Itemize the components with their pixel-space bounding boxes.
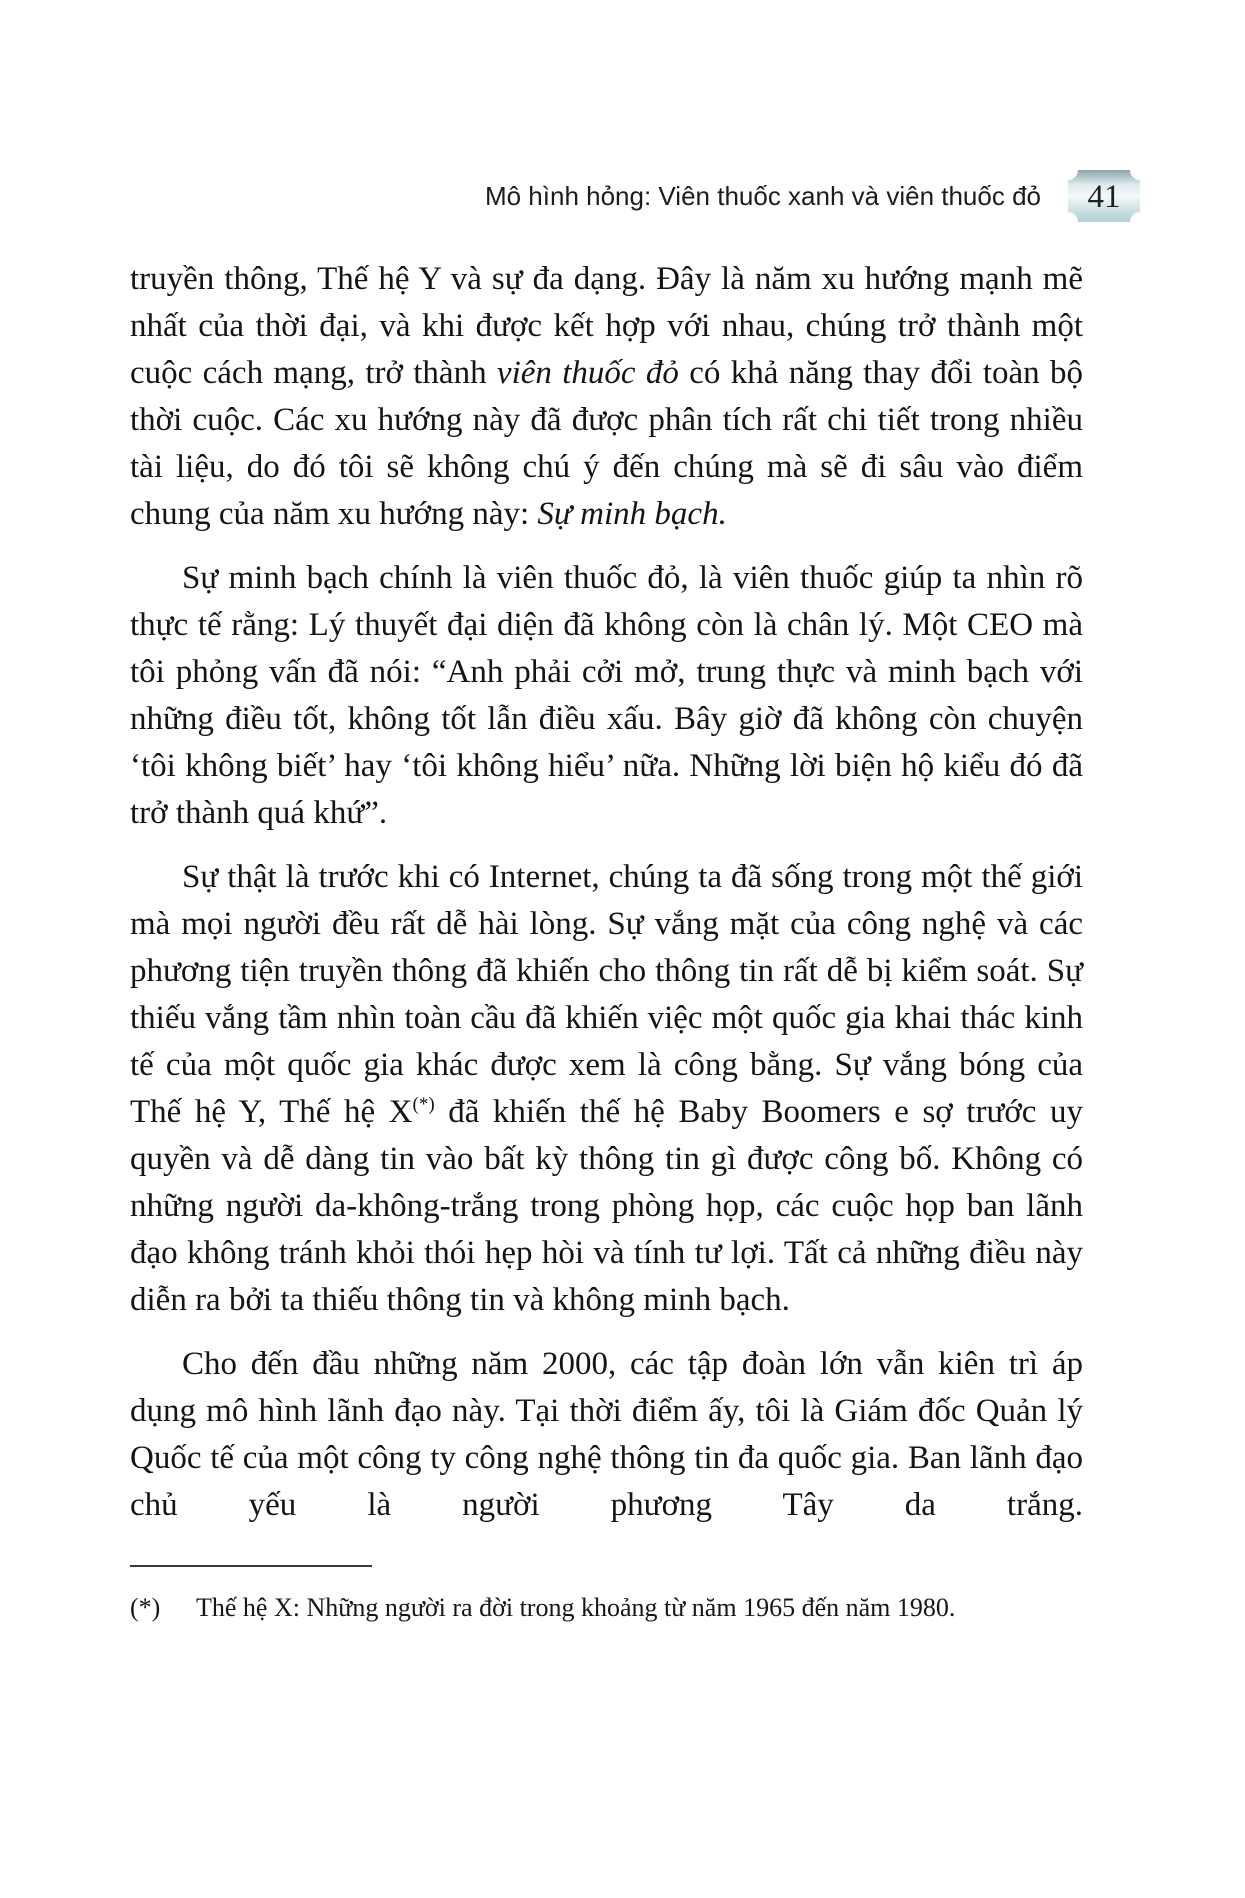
text-run: Cho đến đầu những năm 2000, các tập đoàn lớn vẫn kiên trì áp dụng mô hình lãnh đạo này. Tại thời điểm ấy, tôi là Giám đốc Quản lý Quốc tế của một công ty công nghệ thông tin đa quốc gia. Ban lãnh đạo chủ yếu là người phương Tây da trắng. [130, 1346, 1083, 1523]
footnote [130, 1591, 1083, 1625]
running-title: Mô hình hỏng: Viên thuốc xanh và viên thuốc đỏ [484, 180, 1041, 211]
footnote-marker: (*) [130, 1593, 161, 1622]
paragraph [130, 1341, 1083, 1529]
text-run: Sự minh bạch chính là viên thuốc đỏ, là viên thuốc giúp ta nhìn rõ thực tế rằng: Lý thuyết đại diện đã không còn là chân lý. Một CEO mà tôi phỏng vấn đã nói: “Anh phải cởi mở, trung thực và minh bạch với những điều tốt, không tốt lẫn điều xấu. Bây giờ đã không còn chuyện ‘tôi không biết’ hay ‘tôi không hiểu’ nữa. Những lời biện hộ kiểu đó đã trở thành quá khứ”. [130, 560, 1083, 831]
footnote-text: Thế hệ X: Những người ra đời trong khoảng từ năm 1965 đến năm 1980. [196, 1593, 956, 1622]
content-column [130, 256, 1083, 1625]
text-run: đã khiến thế hệ Baby Boomers e sợ trước uy quyền và dễ dàng tin vào bất kỳ thông tin gì được công bố. Không có những người da-không-trắng trong phòng họp, các cuộc họp ban lãnh đạo không tránh khỏi thói hẹp hòi và tính tư lợi. Tất cả những điều này diễn ra bởi ta thiếu thông tin và không minh bạch. [130, 1094, 1083, 1318]
paragraph [130, 555, 1083, 837]
emphasized-text: Sự minh bạch. [537, 496, 727, 532]
page-number: 41 [1087, 178, 1121, 215]
text-run: truyền thông, Thế hệ Y và sự đa dạng. Đây là năm xu hướng mạnh mẽ nhất của thời đại, và khi được kết hợp với nhau, chúng trở thành một cuộc cách mạng, trở thành [130, 261, 1083, 391]
paragraph [130, 854, 1083, 1324]
paragraph [130, 256, 1083, 538]
emphasized-text: viên thuốc đỏ [496, 355, 679, 391]
footnote-reference: (*) [412, 1094, 435, 1115]
body-text [130, 256, 1083, 1529]
page-number-badge [1068, 170, 1140, 222]
footnote-separator [130, 1565, 372, 1567]
page-header [485, 170, 1140, 222]
text-run: có khả năng thay đổi toàn bộ thời cuộc. Các xu hướng này đã được phân tích rất chi tiết trong nhiều tài liệu, do đó tôi sẽ không chú ý đến chúng mà sẽ đi sâu vào điểm chung của năm xu hướng này: [130, 355, 1083, 532]
text-run: Sự thật là trước khi có Internet, chúng ta đã sống trong một thế giới mà mọi người đều rất dễ hài lòng. Sự vắng mặt của công nghệ và các phương tiện truyền thông đã khiến cho thông tin rất dễ bị kiểm soát. Sự thiếu vắng tầm nhìn toàn cầu đã khiến việc một quốc gia khai thác kinh tế của một quốc gia khác được xem là công bằng. Sự vắng bóng của Thế hệ Y, Thế hệ X [130, 859, 1083, 1130]
